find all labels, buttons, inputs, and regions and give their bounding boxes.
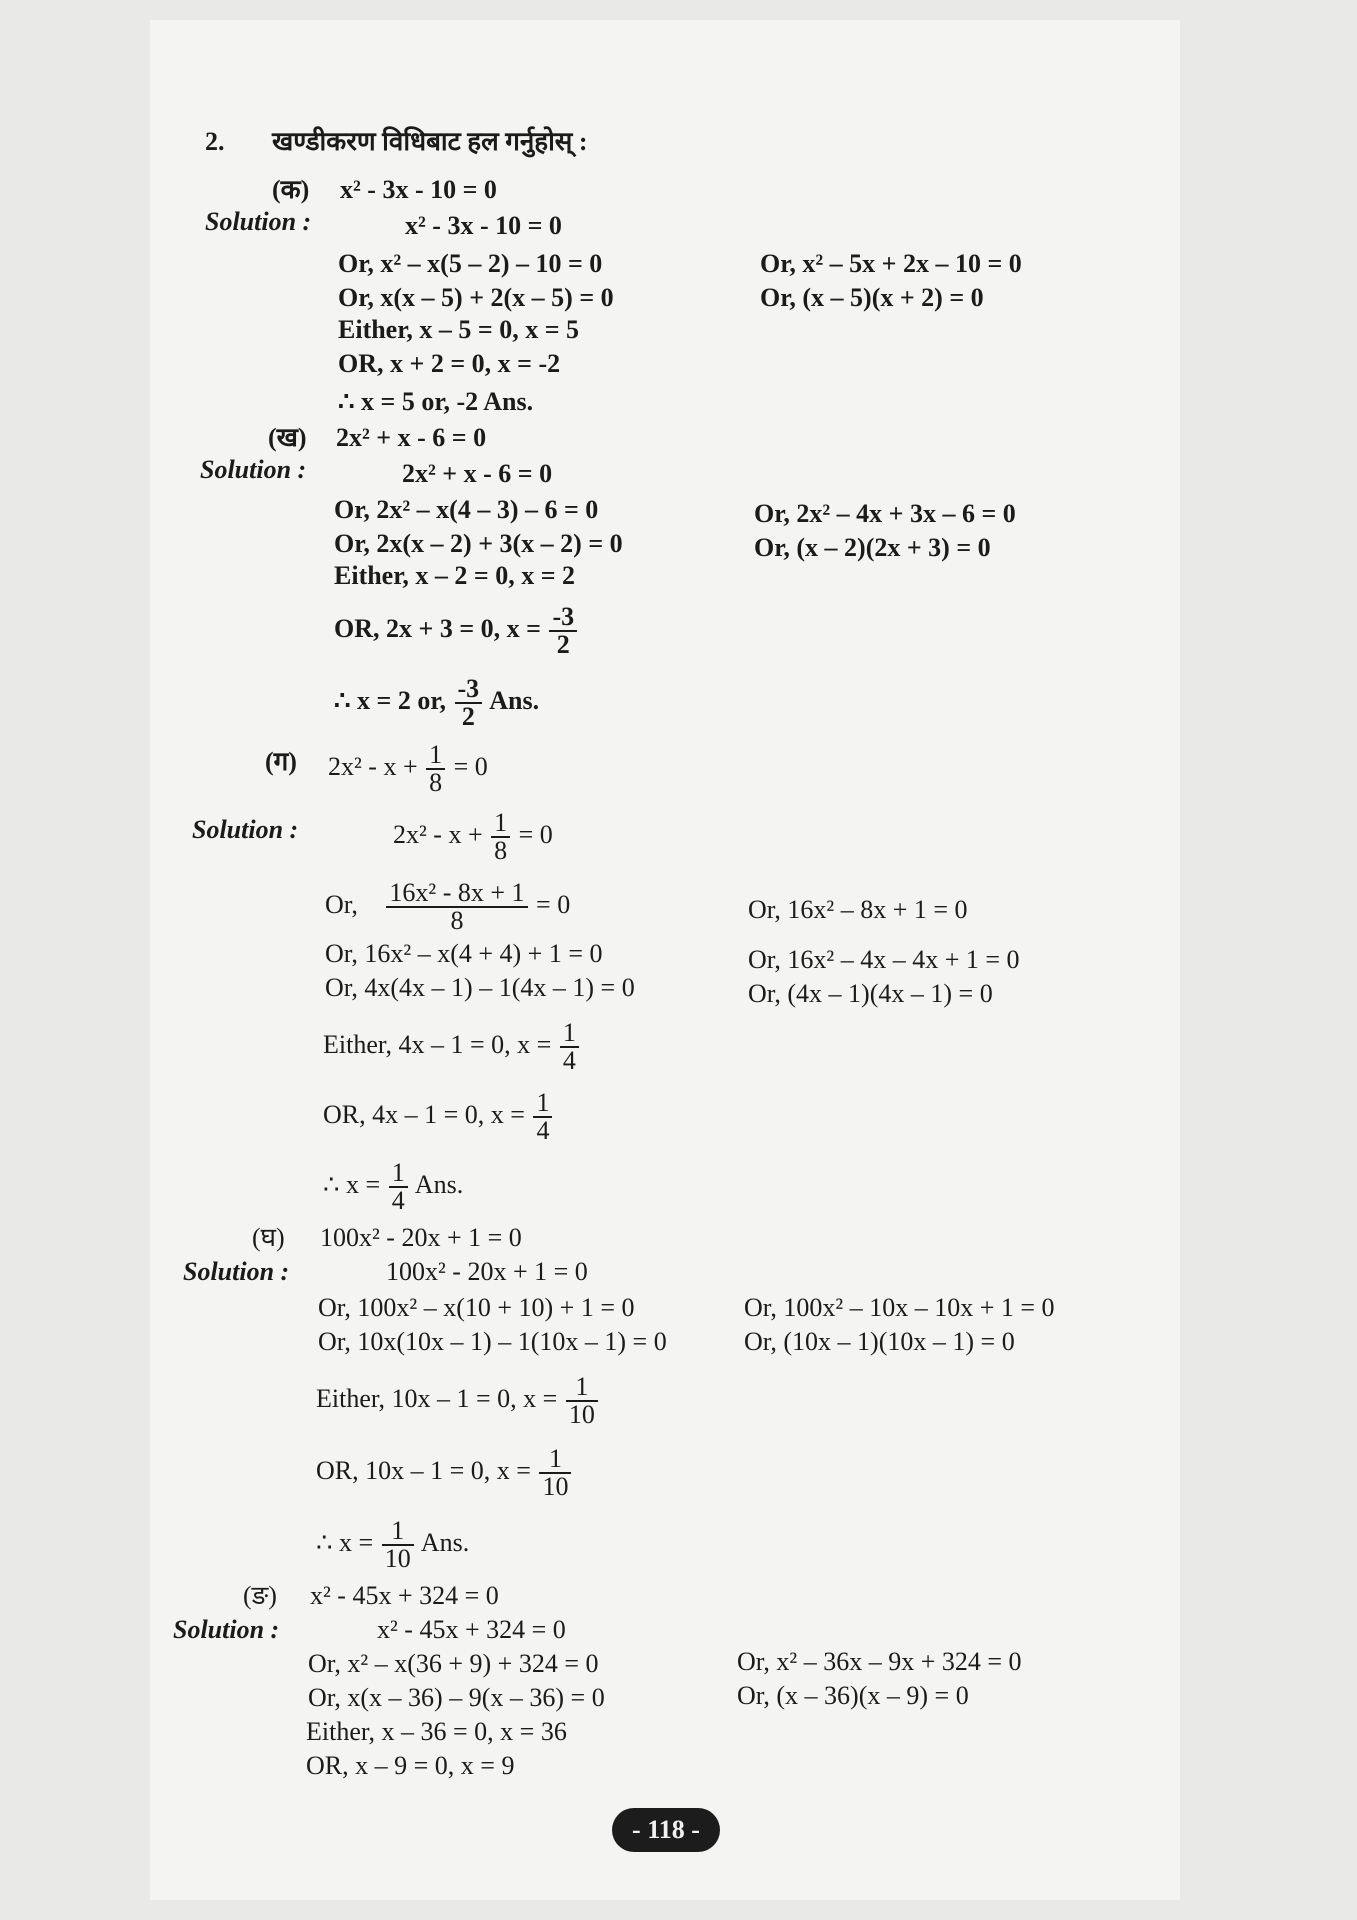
solution-step: Or, 2x² – 4x + 3x – 6 = 0 <box>754 499 1016 528</box>
solution-step: Or, x(x – 36) – 9(x – 36) = 0 <box>308 1683 605 1712</box>
fraction: $\frac{-3}{2}$ <box>549 604 577 658</box>
solution-label: Solution : <box>192 815 299 844</box>
equation-text: OR, 2x + 3 = 0, x = <box>334 613 541 643</box>
solution-step: OR, 10x – 1 = 0, x = $\frac{1}{10}$ <box>316 1446 573 1500</box>
problem-equation: x² - 45x + 324 = 0 <box>310 1581 499 1610</box>
solution-step: Or, (x – 5)(x + 2) = 0 <box>760 283 984 312</box>
solution-step: Or, (4x – 1)(4x – 1) = 0 <box>748 979 993 1008</box>
solution-step: Or, 2x² – x(4 – 3) – 6 = 0 <box>334 495 599 524</box>
problem-equation: x² - 3x - 10 = 0 <box>340 175 497 204</box>
fraction: $\frac{1}{4}$ <box>389 1160 408 1214</box>
fraction: $\frac{1}{4}$ <box>533 1090 552 1144</box>
solution-step: x² - 45x + 324 = 0 <box>377 1615 566 1644</box>
problem-equation: 2x² + x - 6 = 0 <box>336 423 487 452</box>
answer: ∴ x = $\frac{1}{4}$ Ans. <box>323 1158 464 1215</box>
ans-label: Ans. <box>489 685 540 715</box>
solution-step: Or, $\frac{\text{16x² - 8x + 1}}{8}$ = 0 <box>325 878 571 935</box>
fraction: $\frac{1}{8}$ <box>491 810 510 864</box>
solution-step: Either, x – 5 = 0, x = 5 <box>338 315 580 344</box>
solution-step: Or, x² – x(5 – 2) – 10 = 0 <box>338 249 603 278</box>
solution-step: Or, 2x(x – 2) + 3(x – 2) = 0 <box>334 529 623 558</box>
solution-step: Or, x(x – 5) + 2(x – 5) = 0 <box>338 283 614 312</box>
solution-label: Solution : <box>183 1257 290 1286</box>
answer: ∴ x = 5 or, -2 Ans. <box>338 387 534 416</box>
solution-step: Either, 10x – 1 = 0, x = $\frac{1}{10}$ <box>316 1374 600 1428</box>
solution-step: Or, 16x² – 8x + 1 = 0 <box>748 895 968 924</box>
solution-step: Either, x – 2 = 0, x = 2 <box>334 561 576 590</box>
page-number: - 118 - <box>612 1808 720 1852</box>
solution-step: x² - 3x - 10 = 0 <box>405 211 562 240</box>
answer-text: ∴ x = 2 or, <box>334 685 447 715</box>
problem-equation: 2x² - x + $\frac{1}{8}$ = 0 <box>328 740 488 797</box>
solution-step: Or, 100x² – 10x – 10x + 1 = 0 <box>744 1293 1055 1322</box>
solution-step: Either, 4x – 1 = 0, x = $\frac{1}{4}$ <box>323 1020 581 1074</box>
solution-step: Or, 100x² – x(10 + 10) + 1 = 0 <box>318 1293 635 1322</box>
fraction: $\frac{-3}{2}$ <box>455 676 483 730</box>
solution-step: OR, 4x – 1 = 0, x = $\frac{1}{4}$ <box>323 1090 554 1144</box>
solution-step: Or, (x – 2)(2x + 3) = 0 <box>754 533 991 562</box>
solution-step: Or, 10x(10x – 1) – 1(10x – 1) = 0 <box>318 1327 667 1356</box>
question-number: 2. <box>205 127 225 156</box>
answer: ∴ x = $\frac{1}{10}$ Ans. <box>316 1516 470 1573</box>
problem-label: (ङ) <box>243 1581 277 1610</box>
solution-step: Or, (10x – 1)(10x – 1) = 0 <box>744 1327 1015 1356</box>
solution-label: Solution : <box>205 207 312 236</box>
problem-label: (ग) <box>265 747 297 776</box>
solution-step: Or, x² – 36x – 9x + 324 = 0 <box>737 1647 1022 1676</box>
problem-label: (ख) <box>268 423 307 452</box>
solution-step: Or, 16x² – x(4 + 4) + 1 = 0 <box>325 939 603 968</box>
fraction: $\frac{1}{10}$ <box>539 1446 571 1500</box>
solution-step: Or, 4x(4x – 1) – 1(4x – 1) = 0 <box>325 973 635 1002</box>
answer <box>334 676 539 730</box>
problem-equation: 100x² - 20x + 1 = 0 <box>320 1223 522 1252</box>
problem-label: (घ) <box>252 1223 285 1252</box>
fraction: $\frac{1}{10}$ <box>382 1518 414 1572</box>
solution-step: Or, x² – x(36 + 9) + 324 = 0 <box>308 1649 599 1678</box>
fraction: $\frac{\text{16x² - 8x + 1}}{8}$ <box>386 880 527 934</box>
fraction: $\frac{1}{8}$ <box>426 742 445 796</box>
solution-step: Or, x² – 5x + 2x – 10 = 0 <box>760 249 1022 278</box>
question-heading: खण्डीकरण विधिबाट हल गर्नुहोस् : <box>272 127 588 156</box>
solution-label: Solution : <box>200 455 307 484</box>
fraction: $\frac{1}{4}$ <box>560 1020 579 1074</box>
solution-step: Or, 16x² – 4x – 4x + 1 = 0 <box>748 945 1020 974</box>
fraction: $\frac{1}{10}$ <box>566 1374 598 1428</box>
solution-label: Solution : <box>173 1615 280 1644</box>
solution-step: Or, (x – 36)(x – 9) = 0 <box>737 1681 969 1710</box>
solution-step: 2x² + x - 6 = 0 <box>402 459 553 488</box>
solution-step: OR, x – 9 = 0, x = 9 <box>306 1751 515 1780</box>
solution-step: OR, x + 2 = 0, x = -2 <box>338 349 561 378</box>
solution-step <box>334 604 579 658</box>
problem-label: (क) <box>272 175 310 204</box>
solution-step: Either, x – 36 = 0, x = 36 <box>306 1717 567 1746</box>
textbook-page <box>150 20 1180 1900</box>
solution-step: 100x² - 20x + 1 = 0 <box>386 1257 588 1286</box>
solution-step: 2x² - x + $\frac{1}{8}$ = 0 <box>393 808 553 865</box>
